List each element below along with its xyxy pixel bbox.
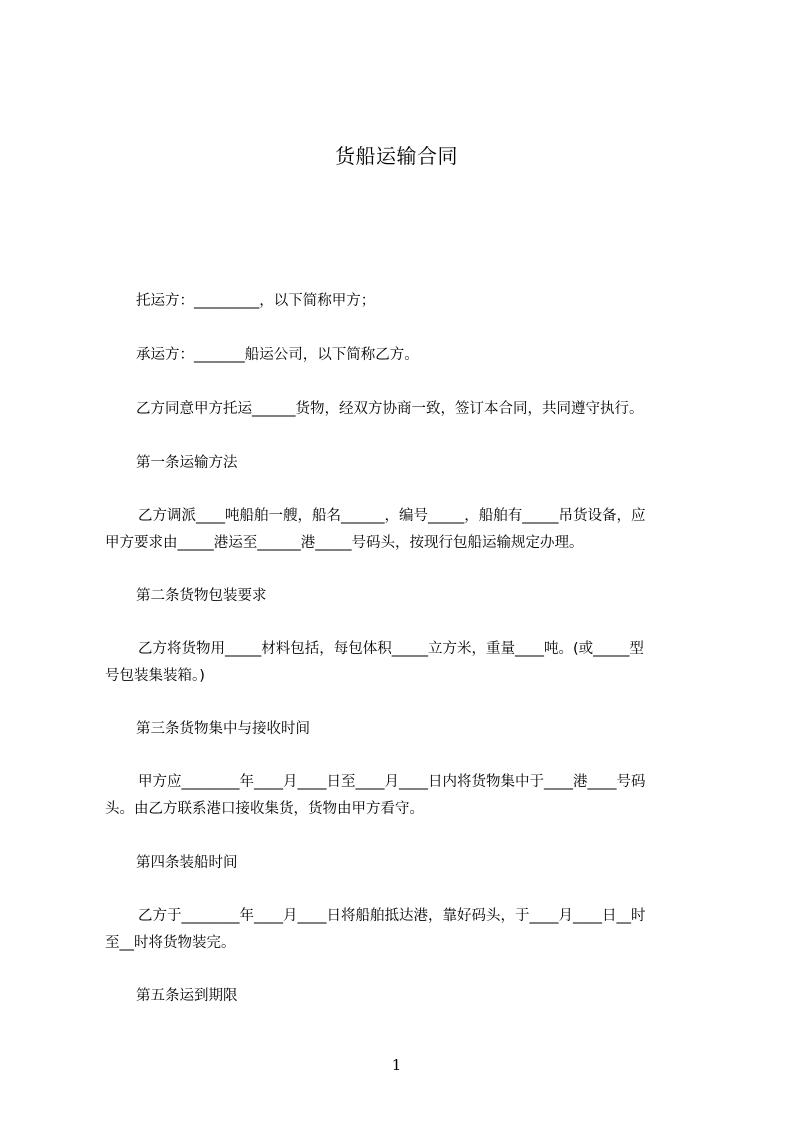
article-2-text-line-1: 乙方将货物用_____材料包括，每包体积_____立方米，重量____吨。(或_____型 [138, 641, 644, 657]
article-5-heading: 第五条运到期限 [136, 988, 238, 1004]
party-a-line: 托运方：_________，以下简称甲方； [136, 293, 376, 309]
article-2-text-line-2: 号包装集装箱。) [105, 668, 205, 684]
article-4-heading: 第四条装船时间 [136, 855, 238, 871]
page-number: 1 [391, 1056, 402, 1074]
article-1-text-line-1: 乙方调派____吨船舶一艘，船名______，编号_____，船舶有_____吊货设备，应 [138, 508, 646, 524]
document-title: 货船运输合同 [335, 144, 458, 168]
article-1-heading: 第一条运输方法 [136, 455, 238, 471]
party-b-line: 承运方：_______船运公司，以下简称乙方。 [136, 347, 419, 363]
article-1-text-line-2: 甲方要求由_____港运至______港_____号码头，按现行包船运输规定办理。 [105, 535, 584, 551]
article-3-text-line-1: 甲方应________年____月____日至____月____日内将货物集中于____港____号码 [138, 774, 646, 790]
article-3-heading: 第三条货物集中与接收时间 [136, 721, 310, 737]
article-2-heading: 第二条货物包装要求 [136, 588, 267, 604]
intro-paragraph: 乙方同意甲方托运______货物，经双方协商一致，签订本合同，共同遵守执行。 [136, 401, 644, 417]
article-4-text-line-2: 至__时将货物装完。 [105, 935, 236, 951]
article-4-text-line-1: 乙方于________年____月____日将船舶抵达港，靠好码头，于____月____日__时 [138, 908, 646, 924]
article-3-text-line-2: 头。由乙方联系港口接收集货，货物由甲方看守。 [105, 801, 424, 817]
